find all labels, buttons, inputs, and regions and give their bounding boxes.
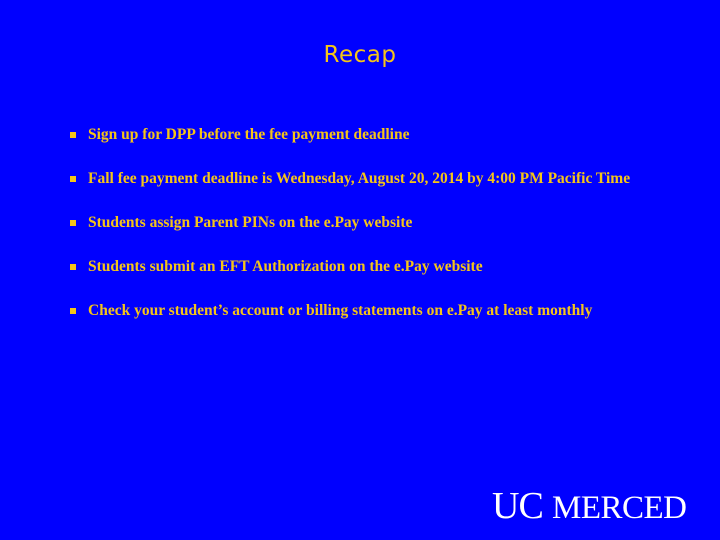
- bullet-item: [70, 212, 660, 234]
- square-bullet-icon: [70, 308, 76, 314]
- bullet-item: [70, 300, 660, 322]
- bullet-text: Students assign Parent PINs on the e.Pay website: [88, 214, 413, 231]
- square-bullet-icon: [70, 264, 76, 270]
- bullet-list: [70, 124, 660, 344]
- slide-title: Recap: [323, 42, 397, 68]
- bullet-text: Check your student’s account or billing statements on e.Pay at least monthly: [88, 302, 593, 319]
- square-bullet-icon: [70, 176, 76, 182]
- bullet-text: Students submit an EFT Authorization on the e.Pay website: [88, 258, 483, 275]
- bullet-item: [70, 124, 660, 146]
- bullet-text: Fall fee payment deadline is Wednesday, August 20, 2014 by 4:00 PM Pacific Time: [88, 170, 631, 187]
- logo-uc: UC: [492, 485, 543, 524]
- square-bullet-icon: [70, 220, 76, 226]
- square-bullet-icon: [70, 132, 76, 138]
- bullet-text: Sign up for DPP before the fee payment deadline: [88, 126, 410, 143]
- ucmerced-logo: [492, 484, 702, 524]
- bullet-item: [70, 168, 660, 190]
- bullet-item: [70, 256, 660, 278]
- ucmerced-logo-icon: [492, 484, 702, 524]
- logo-merced: MERCED: [552, 490, 687, 524]
